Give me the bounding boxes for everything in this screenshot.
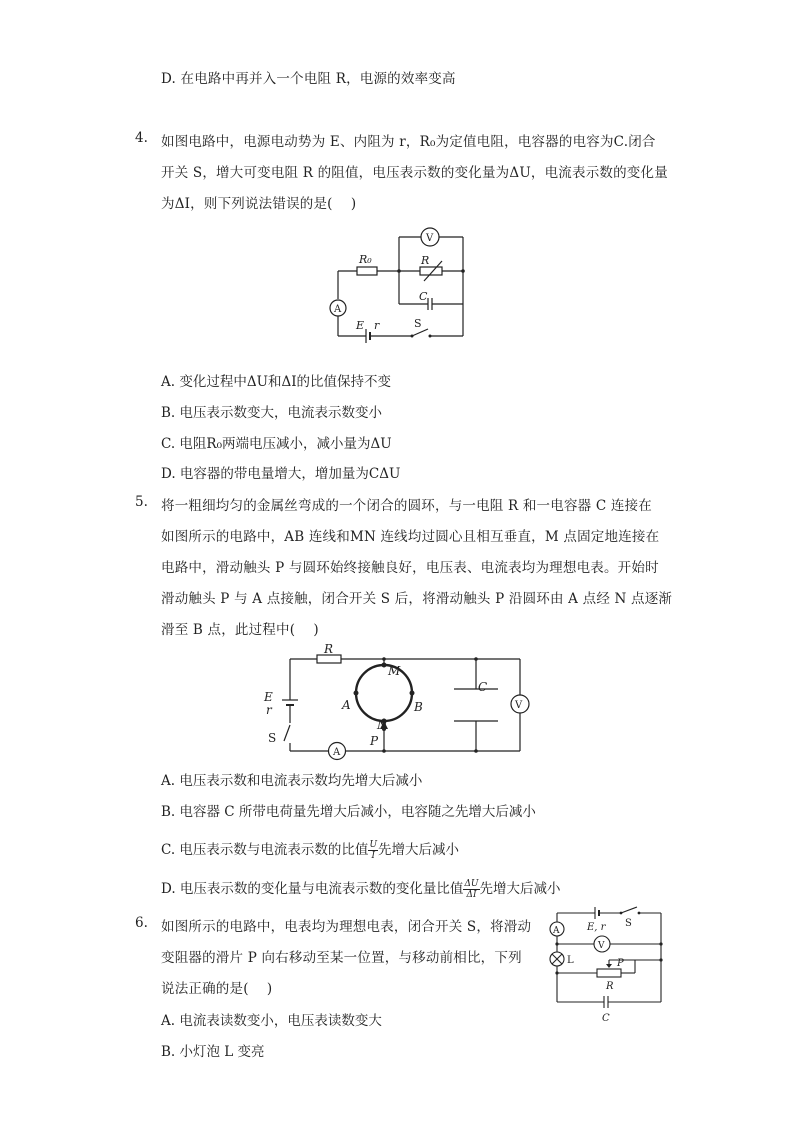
q4-label-r0: R₀ — [359, 253, 372, 266]
q5-option-c-text: C. 电压表示数与电流表示数的比值 — [161, 842, 369, 858]
q4-circuit-diagram — [320, 225, 480, 345]
q5-circuit-diagram — [260, 642, 540, 760]
q3-option-d: D. 在电路中再并入一个电阻 R，电源的效率变高 — [161, 71, 456, 87]
q6-stem-line-1: 如图所示的电路中，电表均为理想电表，闭合开关 S，将滑动 — [161, 919, 532, 935]
q4-option-b: B. 电压表示数变大，电流表示数变小 — [161, 405, 383, 421]
q5-label-r-internal: r — [266, 703, 272, 717]
q6-label-p: P — [617, 958, 624, 969]
q6-option-a: A. 电流表读数变小，电压表读数变大 — [161, 1013, 382, 1029]
q5-label-voltmeter: V — [515, 700, 523, 711]
q6-number: 6. — [135, 915, 148, 931]
q6-label-r: R — [606, 981, 614, 992]
q5-number: 5. — [135, 494, 148, 510]
q5-option-c-numerator: U — [369, 840, 378, 850]
q4-number: 4. — [135, 130, 148, 146]
q4-label-r: R — [421, 254, 430, 267]
q5-label-m: M — [388, 664, 401, 678]
q5-option-a: A. 电压表示数和电流表示数均先增大后减小 — [161, 773, 423, 789]
q4-resistor-r0 — [357, 267, 377, 275]
q5-option-b: B. 电容器 C 所带电荷量先增大后减小，电容随之先增大后减小 — [161, 804, 536, 820]
q6-label-er: E, r — [587, 922, 606, 933]
q5-stem-line-2: 如图所示的电路中，AB 连线和MN 连线均过圆心且相互垂直，M 点固定地连接在 — [161, 529, 660, 545]
q4-stem-line-3: 为ΔI，则下列说法错误的是( ) — [161, 196, 357, 212]
q5-label-a: A — [342, 698, 351, 712]
q5-option-d-text: D. 电压表示数的变化量与电流表示数的变化量比值 — [161, 881, 464, 897]
q5-option-c — [161, 838, 459, 861]
q5-label-p: P — [370, 734, 379, 748]
q4-option-a: A. 变化过程中ΔU和ΔI的比值保持不变 — [161, 374, 392, 390]
q5-stem-line-3: 电路中，滑动触头 P 与圆环始终接触良好，电压表、电流表均为理想电表。开始时 — [161, 560, 659, 576]
q4-label-e: E — [356, 319, 365, 332]
q6-option-b: B. 小灯泡 L 变亮 — [161, 1044, 265, 1060]
q6-rheostat — [597, 969, 621, 977]
q5-resistor-r — [317, 655, 341, 663]
q4-label-c: C — [419, 290, 428, 303]
q5-label-b: B — [414, 700, 423, 714]
q5-label-c: C — [478, 680, 488, 694]
q6-label-ammeter: A — [553, 926, 560, 936]
q6-label-lamp: L — [567, 955, 574, 966]
q6-label-switch: S — [625, 918, 632, 929]
q4-switch — [412, 329, 428, 336]
q5-label-r: R — [324, 642, 334, 656]
q5-option-d-fraction — [463, 879, 479, 900]
q5-option-c-denominator: I — [371, 851, 376, 861]
q4-stem-line-2: 开关 S，增大可变电阻 R 的阻值，电压表示数的变化量为ΔU，电流表示数的变化量 — [161, 165, 668, 181]
q6-switch — [621, 907, 637, 913]
q5-option-c-fraction — [368, 840, 378, 861]
q4-option-d: D. 电容器的带电量增大，增加量为CΔU — [161, 466, 401, 482]
q6-label-c: C — [602, 1013, 610, 1024]
q5-label-e: E — [264, 690, 273, 704]
q6-circuit-diagram — [545, 905, 670, 1025]
q4-label-ammeter: A — [334, 304, 342, 315]
q5-option-c-tail: 先增大后减小 — [378, 842, 460, 858]
q5-label-n: N — [377, 718, 388, 732]
q6-stem-line-3: 说法正确的是( ) — [161, 981, 273, 997]
q6-stem-line-2: 变阻器的滑片 P 向右移动至某一位置，与移动前相比，下列 — [161, 950, 522, 966]
q5-ring — [356, 665, 412, 721]
q4-label-switch: S — [414, 317, 422, 330]
q5-option-d — [161, 877, 561, 900]
q5-stem-line-5: 滑至 B 点，此过程中( ) — [161, 622, 319, 638]
q6-label-voltmeter: V — [598, 941, 605, 951]
q5-option-d-denominator: ΔI — [466, 890, 477, 900]
q4-label-r-internal: r — [374, 319, 380, 332]
q5-option-d-tail: 先增大后减小 — [479, 881, 561, 897]
q5-option-d-numerator: ΔU — [464, 879, 479, 889]
q5-switch — [284, 725, 290, 741]
q4-option-c: C. 电阻R₀两端电压减小，减小量为ΔU — [161, 436, 392, 452]
q4-stem-line-1: 如图电路中，电源电动势为 E、内阻为 r，R₀为定值电阻，电容器的电容为C.闭合 — [161, 134, 656, 150]
q5-label-switch: S — [268, 731, 277, 745]
q5-stem-line-4: 滑动触头 P 与 A 点接触，闭合开关 S 后，将滑动触头 P 沿圆环由 A 点经 N 点逐渐 — [161, 591, 673, 607]
q4-label-voltmeter: V — [426, 233, 434, 244]
q5-stem-line-1: 将一粗细均匀的金属丝弯成的一个闭合的圆环，与一电阻 R 和一电容器 C 连接在 — [161, 498, 652, 514]
q5-label-ammeter: A — [333, 747, 341, 758]
